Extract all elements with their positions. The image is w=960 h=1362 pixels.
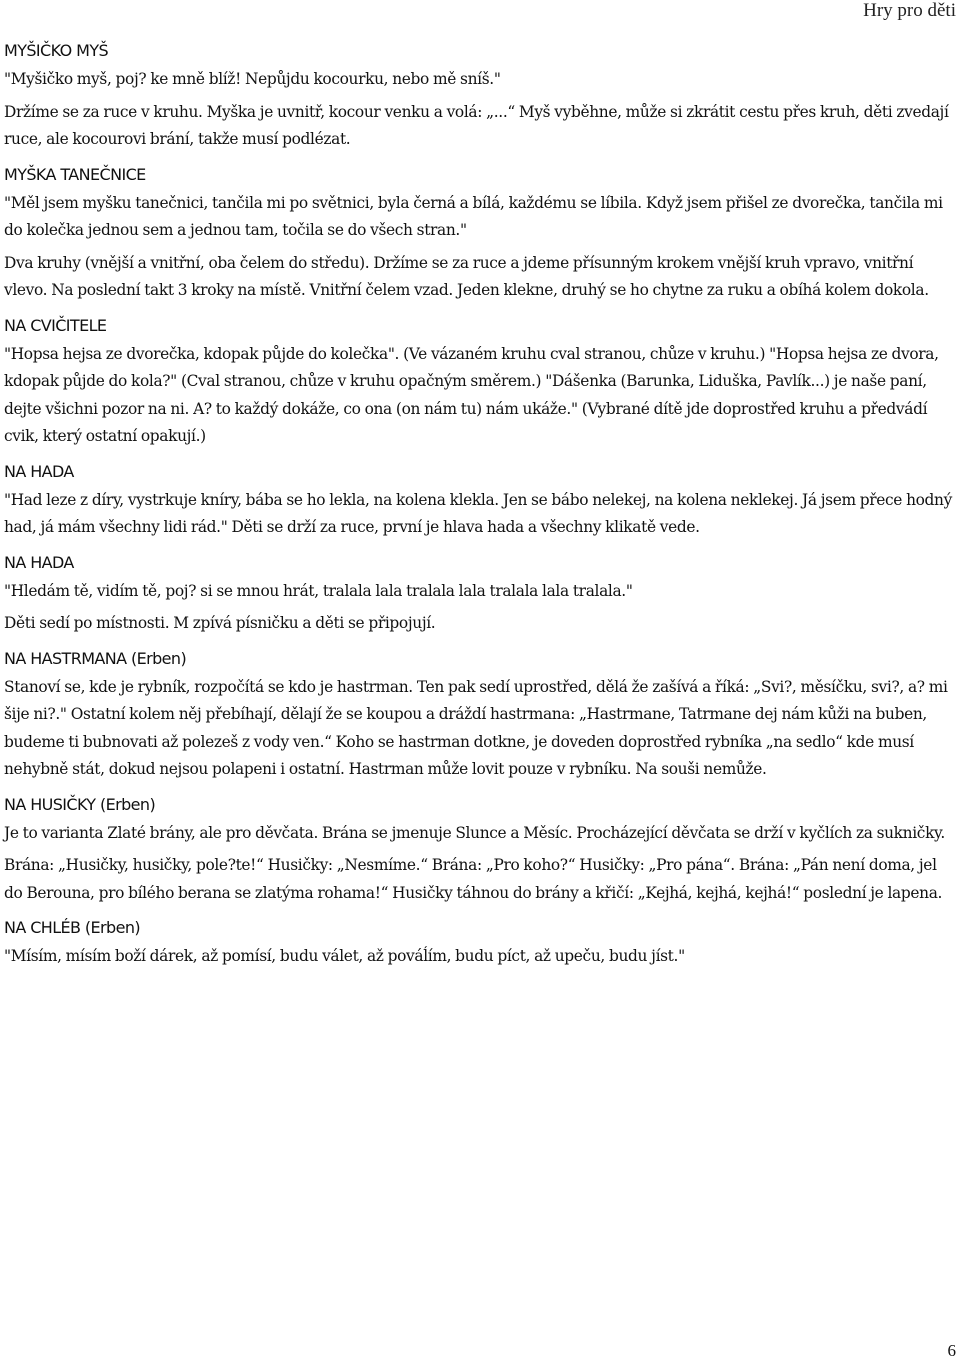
instruction-paragraph: Dva kruhy (vnější a vnitřní, oba čelem do středu). Držíme se za ruce a jdeme přísunným krokem vnější kruh vpravo, vnitřní vlevo. Na poslední takt 3 kroky na místě. Vnitřní čelem vzad. Jeden klekne, druhý se ho chytne za ruku a obíhá kolem dokola. <box>4 253 929 299</box>
section-mysicko-mys <box>4 40 956 154</box>
section-heading: NA HADA <box>4 461 74 481</box>
section-na-hada-2 <box>4 552 956 638</box>
section-heading: NA CVIČITELE <box>4 315 107 335</box>
instruction-paragraph: "Hopsa hejsa ze dvorečka, kdopak půjde do kolečka". (Ve vázaném kruhu cval stranou, chůze v kruhu.) "Hopsa hejsa ze dvora, kdopak půjde do kola?" (Cval stranou, chůze v kruhu opačným směrem.) "Dášenka (Barunka, Liduška, Pavlík...) je naše paní, dejte všichni pozor na ni. A? to každý dokáže, co ona (on nám tu) nám ukáže." (Vybrané dítě jde doprostřed kruhu a předvádí cvik, který ostatní opakují.) <box>4 344 939 445</box>
instruction-paragraph: Děti sedí po místnosti. M zpívá písničku a děti se připojují. <box>4 614 436 632</box>
section-heading: NA HUSIČKY (Erben) <box>4 794 156 814</box>
page-number: 6 <box>947 1341 956 1360</box>
section-na-chleb <box>4 917 956 971</box>
rhyme-paragraph: "Mísím, mísím boží dárek, až pomísí, budu válet, až pováĺím, budu píct, až upeču, budu jíst." <box>4 947 685 965</box>
document-body <box>4 40 956 981</box>
section-na-husicky <box>4 794 956 908</box>
section-heading: MYŠIČKO MYŠ <box>4 41 109 60</box>
rhyme-paragraph: "Měl jsem myšku tanečnici, tančila mi po světnici, byla černá a bílá, každému se líbila. Když jsem přišel ze dvorečka, tančila mi do kolečka jednou sem a jednou tam, točila se do všech stran." <box>4 193 943 239</box>
section-na-hastrmana <box>4 648 956 784</box>
rhyme-paragraph: "Hledám tě, vidím tě, poj? si se mnou hrát, tralala lala tralala lala tralala lala tralala." <box>4 581 633 600</box>
section-heading: NA CHLÉB (Erben) <box>4 918 141 937</box>
dialogue-paragraph: Brána: „Husičky, husičky, pole?te!“ Husičky: „Nesmíme.“ Brána: „Pro koho?“ Husičky: „Pro pána“. Brána: „Pán není doma, jel do Berouna, pro bílého berana se zlatýma rohama!“ Husičky táhnou do brány a křičí: „Kejhá, kejhá, kejhá!“ poslední je lapena. <box>4 856 943 902</box>
running-header: Hry pro děti <box>863 0 956 21</box>
section-heading: NA HADA <box>4 552 74 572</box>
section-heading: NA HASTRMANA (Erben) <box>4 648 187 668</box>
section-heading: MYŠKA TANEČNICE <box>4 164 146 184</box>
section-na-hada-1 <box>4 461 956 542</box>
section-na-cvicitele <box>4 315 956 451</box>
section-myska-tanecnice <box>4 164 956 305</box>
instruction-paragraph: Držíme se za ruce v kruhu. Myška je uvnitř, kocour venku a volá: „...“ Myš vyběhne, může si zkrátit cestu přes kruh, děti zvedají ruce, ale kocourovi brání, takže musí podlézat. <box>4 102 949 148</box>
instruction-paragraph: Je to varianta Zlaté brány, ale pro děvčata. Brána se jmenuje Slunce a Měsíc. Procházející děvčata se drží v kyčlích za sukničky. <box>4 823 945 842</box>
rhyme-paragraph: "Myšičko myš, poj? ke mně blíž! Nepůjdu kocourku, nebo mě sníš." <box>4 70 501 88</box>
instruction-paragraph: "Had leze z díry, vystrkuje kníry, bába se ho lekla, na kolena klekla. Jen se bábo nelekej, na kolena neklekej. Já jsem přece hodný had, já mám všechny lidi rád." Děti se drží za ruce, první je hlava hada a všechny klikatě vede. <box>4 490 952 536</box>
instruction-paragraph: Stanoví se, kde je rybník, rozpočítá se kdo je hastrman. Ten pak sedí uprostřed, dělá že zašívá a říká: „Svi?, měsíčku, svi?, a? mi šije ni?." Ostatní kolem něj přebíhají, dělají že se koupou a dráždí hastrmana: „Hastrmane, Tatrmane dej nám kůži na buben, budeme ti bubnovati až polezeš z vody ven.“ Koho se hastrman dotkne, je doveden doprostřed rybníka „na sedlo“ kde musí nehybně stát, dokud nejsou polapeni i ostatní. Hastrman může lovit pouze v rybníku. Na souši nemůže. <box>4 677 948 778</box>
